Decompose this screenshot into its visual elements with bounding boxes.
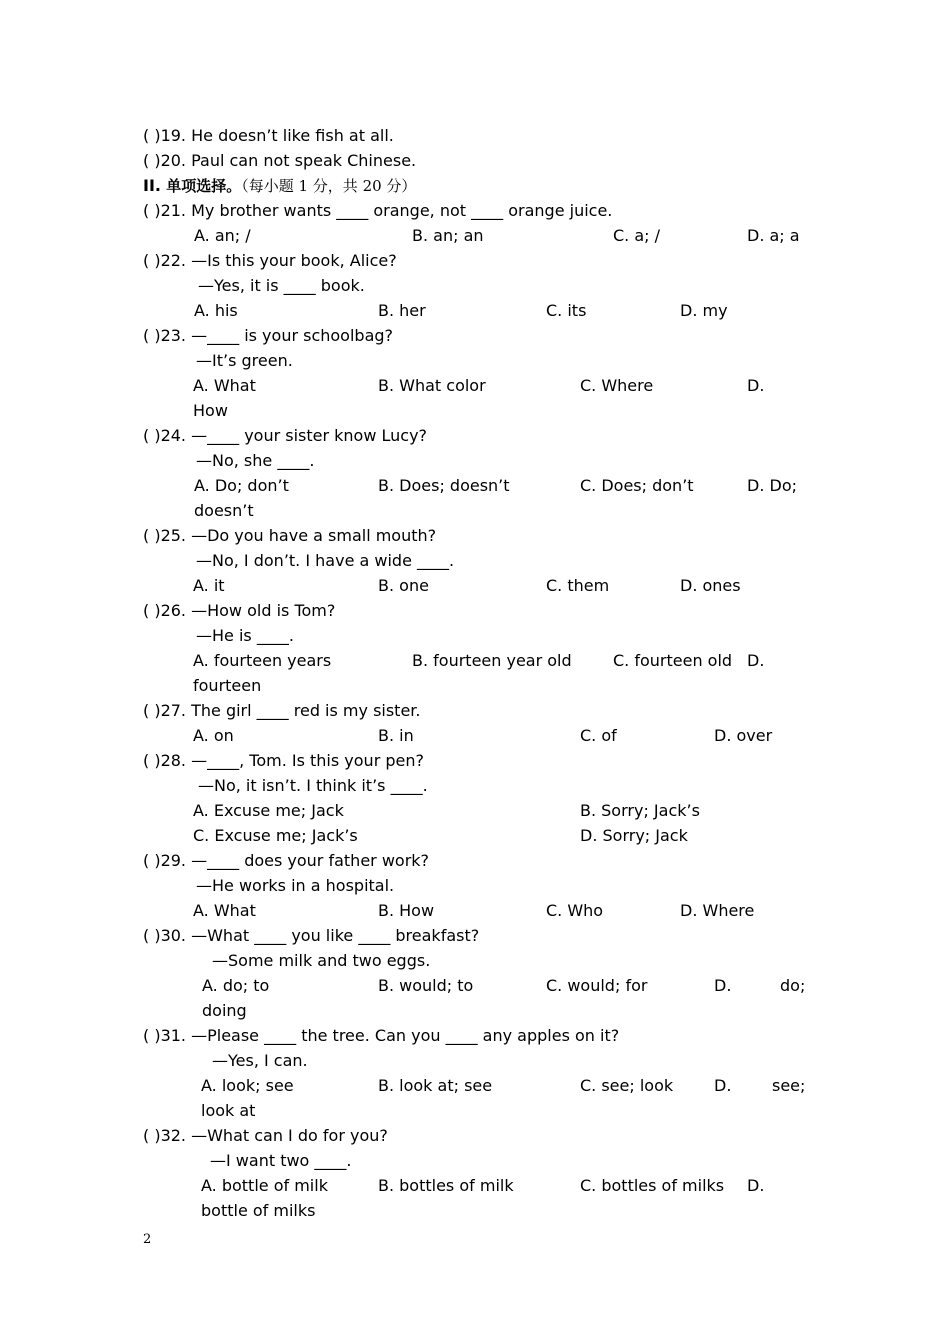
question-32-stem: ( )32. —What can I do for you? <box>143 1126 388 1145</box>
question-22-reply: —Yes, it is ____ book. <box>198 276 365 295</box>
question-28-option-d: D. Sorry; Jack <box>580 826 688 845</box>
question-30-option-a: A. do; to <box>202 976 270 995</box>
question-26-option-d-continued: fourteen <box>193 676 262 695</box>
question-28-stem: ( )28. —____, Tom. Is this your pen? <box>143 751 424 770</box>
question-28-reply: —No, it isn’t. I think it’s ____. <box>198 776 428 795</box>
section-heading <box>143 176 416 196</box>
question-30-reply: —Some milk and two eggs. <box>212 951 431 970</box>
question-21-option-b: B. an; an <box>412 226 484 245</box>
question-24-reply: —No, she ____. <box>196 451 315 470</box>
question-30-option-d-continued: doing <box>202 1001 247 1020</box>
question-29-option-a: A. What <box>193 901 256 920</box>
question-31-reply: —Yes, I can. <box>212 1051 308 1070</box>
question-30-option-b: B. would; to <box>378 976 474 995</box>
question-31-option-d-label: D. <box>714 1076 732 1095</box>
question-21-stem: ( )21. My brother wants ____ orange, not ____ orange juice. <box>143 201 613 220</box>
question-23-option-d-continued: How <box>193 401 228 420</box>
question-26-option-a: A. fourteen years <box>193 651 332 670</box>
question-29-option-b: B. How <box>378 901 435 920</box>
question-27-option-a: A. on <box>193 726 234 745</box>
question-30-option-d-text: do; <box>780 976 806 995</box>
question-32-option-a: A. bottle of milk <box>201 1176 328 1195</box>
question-20: ( )20. Paul can not speak Chinese. <box>143 151 417 170</box>
question-24-stem: ( )24. —____ your sister know Lucy? <box>143 426 428 445</box>
question-22-option-d: D. my <box>680 301 728 320</box>
question-27-option-c: C. of <box>580 726 617 745</box>
section-score: （每小题 1 分，共 20 分） <box>241 177 417 195</box>
question-23-option-d: D. <box>747 376 765 395</box>
question-26-reply: —He is ____. <box>196 626 294 645</box>
question-32-option-d: D. <box>747 1176 765 1195</box>
question-26-option-c: C. fourteen old <box>613 651 733 670</box>
question-28-option-c: C. Excuse me; Jack’s <box>193 826 358 845</box>
question-19: ( )19. He doesn’t like fish at all. <box>143 126 394 145</box>
question-26-option-d: D. <box>747 651 765 670</box>
question-32-reply: —I want two ____. <box>210 1151 352 1170</box>
question-22-option-c: C. its <box>546 301 587 320</box>
question-30-option-c: C. would; for <box>546 976 648 995</box>
question-29-stem: ( )29. —____ does your father work? <box>143 851 430 870</box>
section-title: 单项选择。 <box>160 177 242 195</box>
question-25-option-b: B. one <box>378 576 429 595</box>
question-27-option-b: B. in <box>378 726 414 745</box>
question-25-option-d: D. ones <box>680 576 741 595</box>
question-29-option-d: D. Where <box>680 901 755 920</box>
question-23-option-b: B. What color <box>378 376 486 395</box>
question-28-option-a: A. Excuse me; Jack <box>193 801 344 820</box>
question-31-stem: ( )31. —Please ____ the tree. Can you ____ any apples on it? <box>143 1026 620 1045</box>
question-32-option-b: B. bottles of milk <box>378 1176 514 1195</box>
question-24-option-d-continued: doesn’t <box>194 501 254 520</box>
question-25-stem: ( )25. —Do you have a small mouth? <box>143 526 437 545</box>
question-22-option-b: B. her <box>378 301 426 320</box>
question-24-option-b: B. Does; doesn’t <box>378 476 510 495</box>
question-21-option-c: C. a; / <box>613 226 661 245</box>
question-31-option-d-continued: look at <box>201 1101 256 1120</box>
question-31-option-c: C. see; look <box>580 1076 674 1095</box>
question-22-option-a: A. his <box>194 301 238 320</box>
question-32-option-d-continued: bottle of milks <box>201 1201 316 1220</box>
question-30-option-d-label: D. <box>714 976 732 995</box>
question-31-option-d-text: see; <box>772 1076 806 1095</box>
question-29-reply: —He works in a hospital. <box>196 876 395 895</box>
question-26-option-b: B. fourteen year old <box>412 651 572 670</box>
question-25-reply: —No, I don’t. I have a wide ____. <box>196 551 455 570</box>
question-27-option-d: D. over <box>714 726 773 745</box>
question-23-option-c: C. Where <box>580 376 654 395</box>
question-25-option-c: C. them <box>546 576 610 595</box>
question-23-stem: ( )23. —____ is your schoolbag? <box>143 326 394 345</box>
section-label: II. <box>143 176 161 195</box>
question-24-option-a: A. Do; don’t <box>194 476 289 495</box>
question-31-option-b: B. look at; see <box>378 1076 493 1095</box>
question-26-stem: ( )26. —How old is Tom? <box>143 601 336 620</box>
question-32-option-c: C. bottles of milks <box>580 1176 725 1195</box>
question-22-stem: ( )22. —Is this your book, Alice? <box>143 251 397 270</box>
question-24-option-c: C. Does; don’t <box>580 476 694 495</box>
question-31-option-a: A. look; see <box>201 1076 294 1095</box>
question-23-option-a: A. What <box>193 376 256 395</box>
question-29-option-c: C. Who <box>546 901 604 920</box>
page-number: 2 <box>143 1232 152 1247</box>
question-24-option-d: D. Do; <box>747 476 797 495</box>
question-28-option-b: B. Sorry; Jack’s <box>580 801 700 820</box>
question-25-option-a: A. it <box>193 576 225 595</box>
question-30-stem: ( )30. —What ____ you like ____ breakfast? <box>143 926 480 945</box>
question-21-option-d: D. a; a <box>747 226 800 245</box>
question-23-reply: —It’s green. <box>196 351 293 370</box>
question-27-stem: ( )27. The girl ____ red is my sister. <box>143 701 421 720</box>
question-21-option-a: A. an; / <box>194 226 251 245</box>
